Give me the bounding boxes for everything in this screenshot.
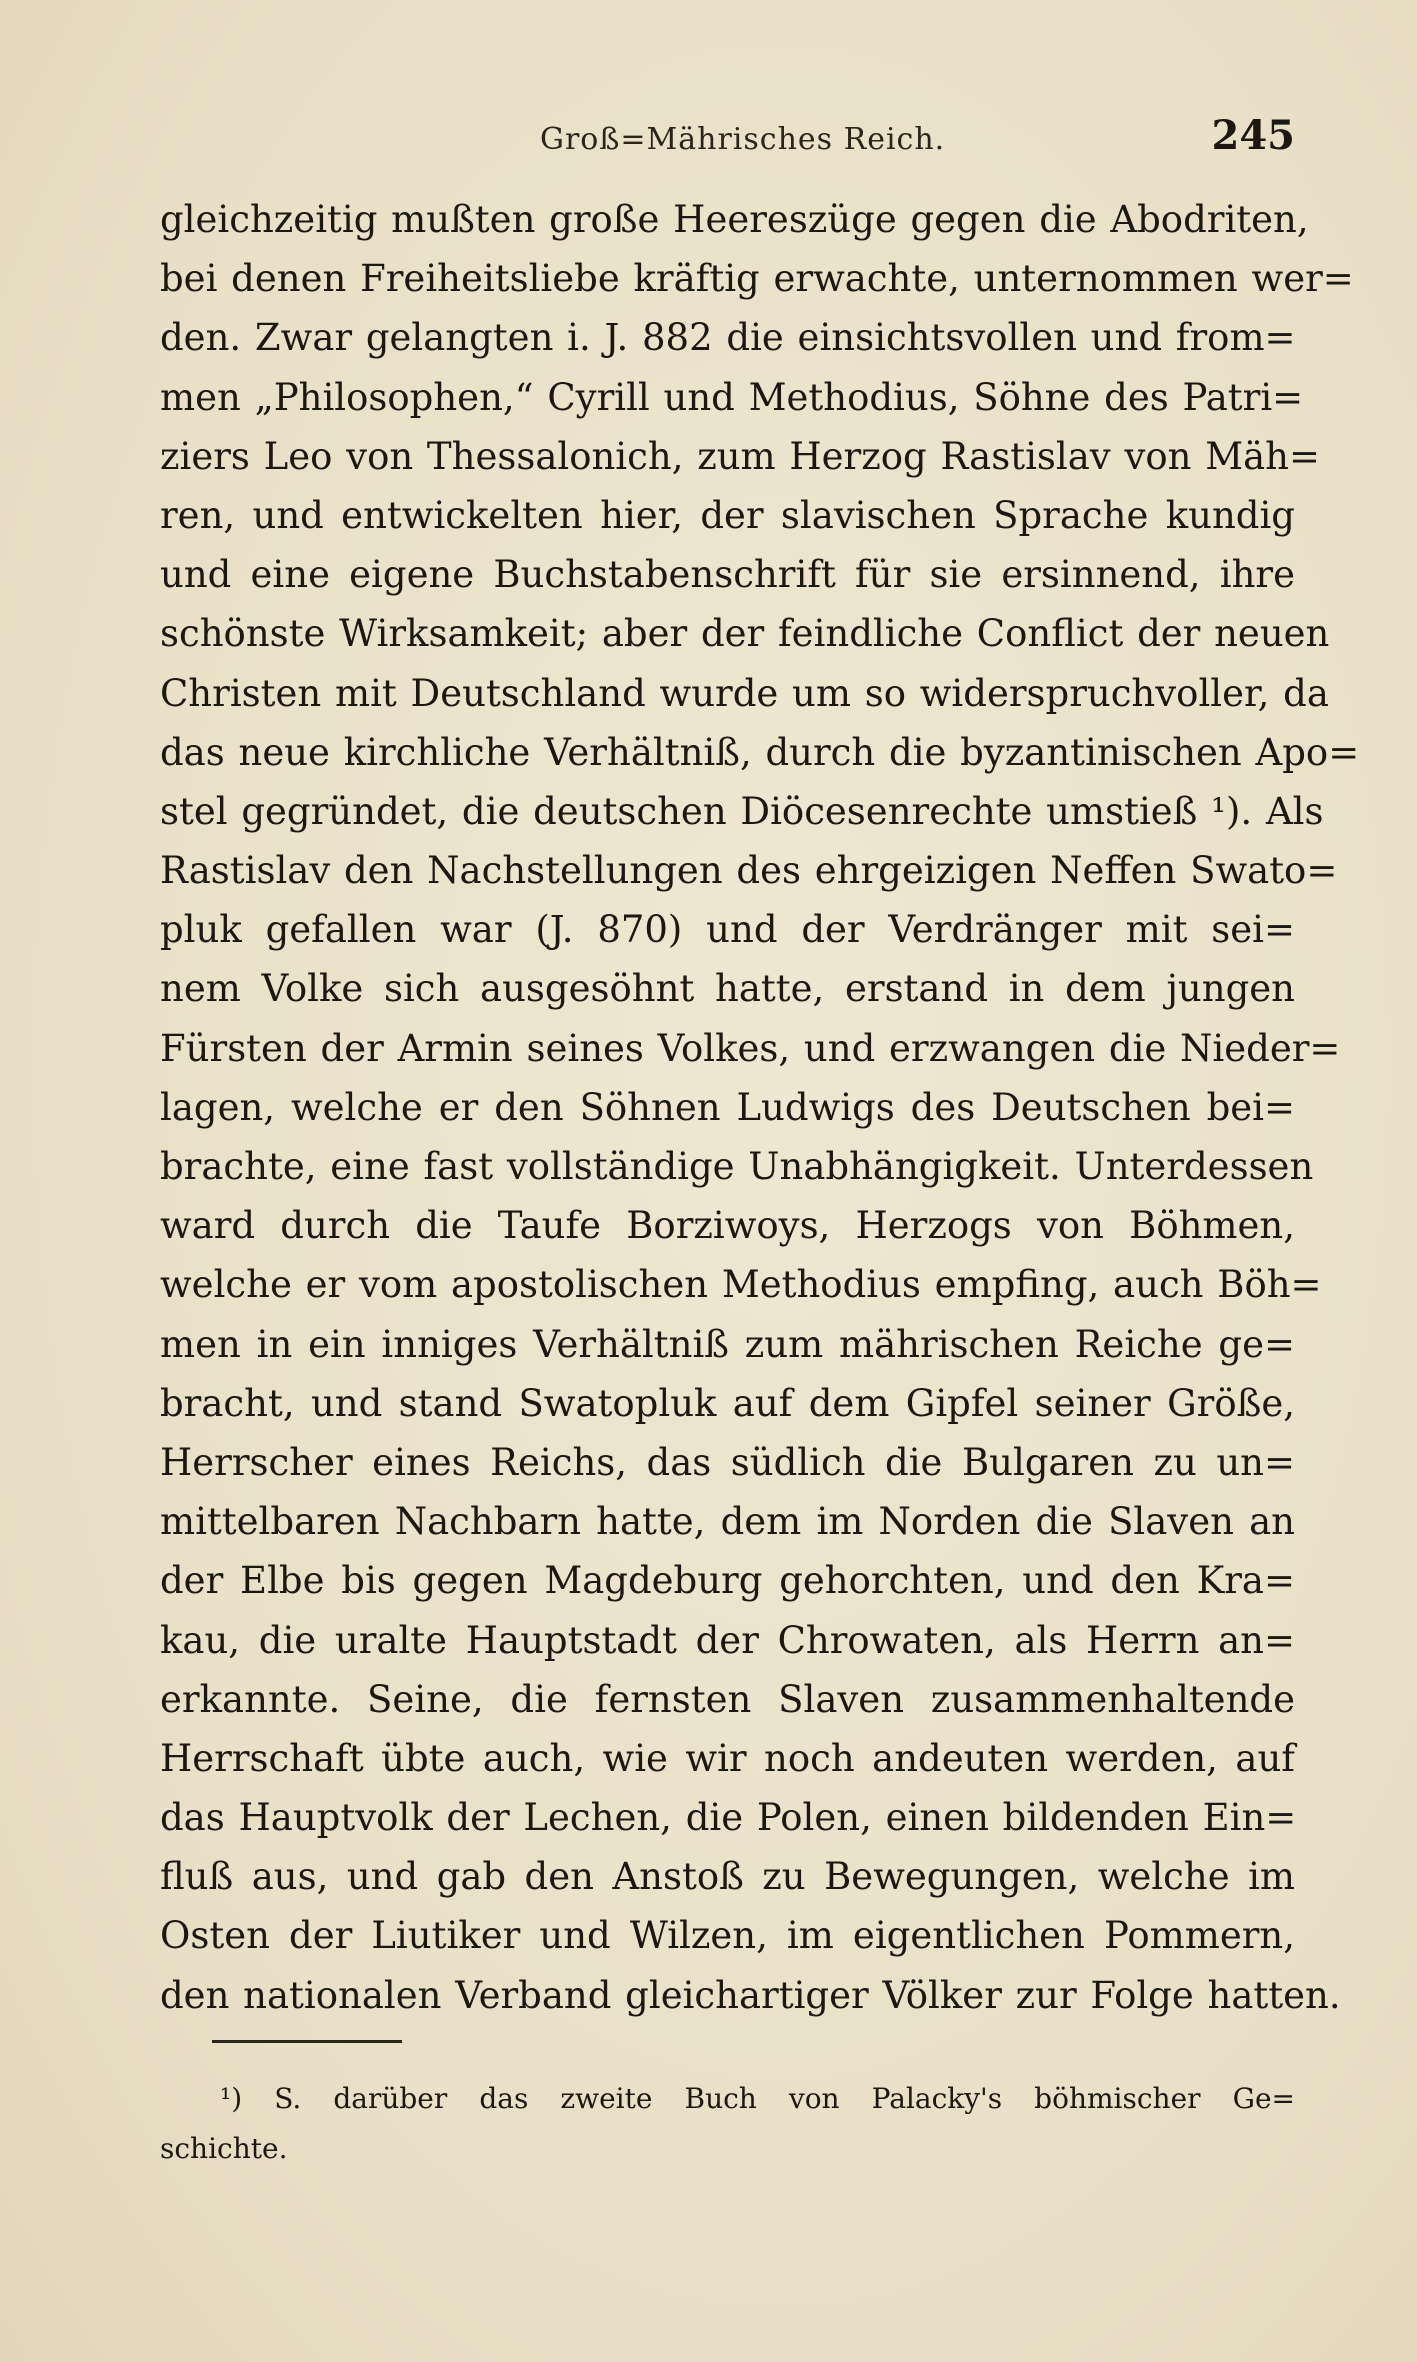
text-line: Herrscher eines Reichs, das südlich die Bulgaren zu un= <box>160 1440 1295 1484</box>
text-line: pluk gefallen war (J. 870) und der Verdränger mit sei= <box>160 908 1295 952</box>
footnote <box>160 2074 1295 2174</box>
text-line: ren, und entwickelten hier, der slavischen Sprache kundig <box>160 493 1295 537</box>
text-line: nem Volke sich ausgesöhnt hatte, erstand in dem jungen <box>160 967 1295 1011</box>
text-line: gleichzeitig mußten große Heereszüge gegen die Abodriten, <box>160 198 1309 241</box>
text-line: und eine eigene Buchstabenschrift für sie ersinnend, ihre <box>160 553 1295 597</box>
text-line: welche er vom apostolischen Methodius empfing, auch Böh= <box>160 1263 1322 1307</box>
text-line: fluß aus, und gab den Anstoß zu Bewegungen, welche im <box>160 1855 1295 1899</box>
footnote-rule <box>212 2040 402 2043</box>
text-line: das neue kirchliche Verhältniß, durch die byzantinischen Apo= <box>160 730 1360 774</box>
text-line: Christen mit Deutschland wurde um so widerspruchvoller, da <box>160 671 1329 715</box>
text-line: brachte, eine fast vollständige Unabhängigkeit. Unterdessen <box>160 1145 1314 1188</box>
text-line: Herrschaft übte auch, wie wir noch andeuten werden, auf <box>160 1736 1295 1780</box>
running-head: Groß=Mährisches Reich. <box>540 122 946 157</box>
text-line: lagen, welche er den Söhnen Ludwigs des Deutschen bei= <box>160 1085 1295 1129</box>
text-line: ziers Leo von Thessalonich, zum Herzog Rastislav von Mäh= <box>160 434 1321 478</box>
text-line: Fürsten der Armin seines Volkes, und erzwangen die Nieder= <box>160 1026 1341 1070</box>
main-text-block <box>160 190 1360 2025</box>
text-line: der Elbe bis gegen Magdeburg gehorchten, und den Kra= <box>160 1559 1295 1603</box>
text-line: das Hauptvolk der Lechen, die Polen, einen bildenden Ein= <box>160 1796 1297 1840</box>
text-line: bracht, und stand Swatopluk auf dem Gipfel seiner Größe, <box>160 1381 1295 1425</box>
text-line: Rastislav den Nachstellungen des ehrgeizigen Neffen Swato= <box>160 849 1338 893</box>
text-line: men „Philosophen,“ Cyrill und Methodius, Söhne des Patri= <box>160 375 1304 419</box>
text-line-last: den nationalen Verband gleichartiger Völker zur Folge hatten. <box>160 1973 1341 2017</box>
page-header <box>160 108 1295 168</box>
page-number: 245 <box>1211 112 1295 159</box>
text-line: schönste Wirksamkeit; aber der feindliche Conflict der neuen <box>160 612 1330 656</box>
text-line: mittelbaren Nachbarn hatte, dem im Norden die Slaven an <box>160 1500 1295 1544</box>
footnote-line: schichte. <box>160 2132 288 2165</box>
text-line: men in ein inniges Verhältniß zum mährischen Reiche ge= <box>160 1322 1295 1366</box>
text-line: bei denen Freiheitsliebe kräftig erwachte, unternommen wer= <box>160 257 1354 301</box>
text-line: den. Zwar gelangten i. J. 882 die einsichtsvollen und from= <box>160 316 1296 360</box>
footnote-line: ¹) S. darüber das zweite Buch von Palacky's böhmischer Ge= <box>220 2082 1295 2115</box>
text-line: erkannte. Seine, die fernsten Slaven zusammenhaltende <box>160 1677 1295 1721</box>
text-line: Osten der Liutiker und Wilzen, im eigentlichen Pommern, <box>160 1914 1295 1958</box>
text-line: stel gegründet, die deutschen Diöcesenrechte umstieß ¹). Als <box>160 789 1324 833</box>
text-line: kau, die uralte Hauptstadt der Chrowaten, als Herrn an= <box>160 1618 1295 1662</box>
text-line: ward durch die Taufe Borziwoys, Herzogs von Böhmen, <box>160 1204 1295 1248</box>
